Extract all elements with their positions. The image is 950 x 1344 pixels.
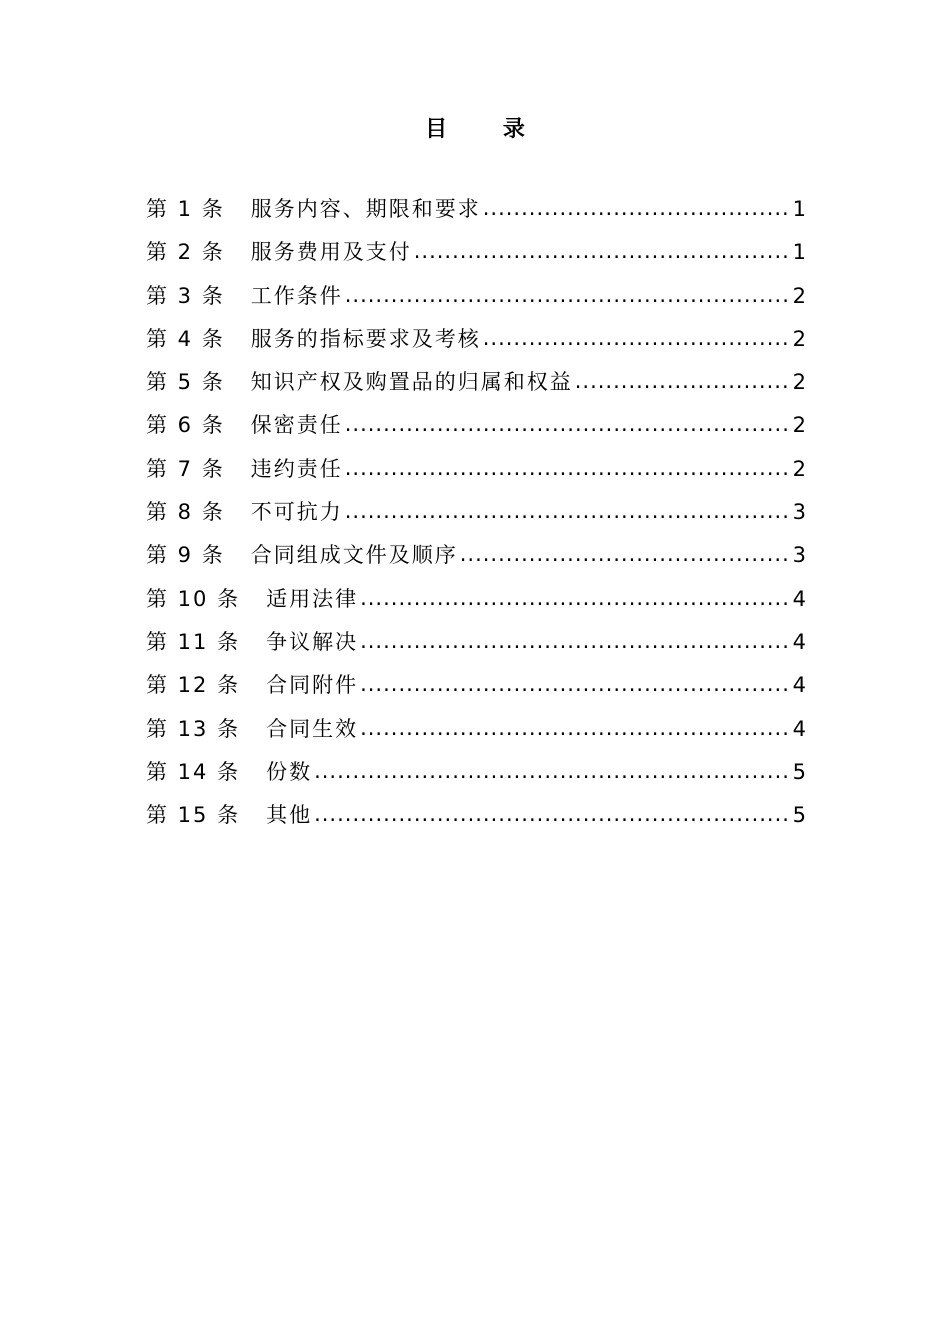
toc-entry-number: 第 5 条 — [146, 370, 225, 395]
toc-dot-leader — [483, 326, 791, 350]
toc-entry-page: 2 — [792, 413, 806, 438]
toc-entry-title: 知识产权及购置品的归属和权益 — [250, 370, 573, 395]
toc-entry-page: 4 — [792, 586, 806, 611]
toc-entry-page: 3 — [792, 500, 806, 525]
toc-entry[interactable] — [146, 539, 806, 582]
toc-entry-title: 服务费用及支付 — [250, 240, 412, 265]
toc-entry-title: 份数 — [266, 759, 313, 784]
toc-dot-leader — [460, 542, 791, 566]
toc-title: 目 录 — [425, 117, 549, 142]
toc-dot-leader — [314, 759, 791, 783]
toc-entry-number: 第 1 条 — [146, 197, 225, 221]
toc-entry-title: 其他 — [266, 803, 313, 828]
toc-entry-page: 2 — [792, 326, 806, 351]
toc-entry[interactable] — [146, 366, 806, 409]
toc-dot-leader — [360, 716, 791, 740]
toc-entry-number: 第 3 条 — [146, 283, 225, 308]
toc-entry-title: 合同组成文件及顺序 — [250, 543, 458, 568]
toc-entry-title: 争议解决 — [266, 629, 359, 654]
toc-entry-number: 第 15 条 — [146, 803, 241, 828]
toc-entry-number: 第 11 条 — [146, 629, 241, 654]
toc-entry-page: 1 — [792, 197, 806, 221]
toc-dot-leader — [345, 499, 791, 523]
toc-entry-title: 违约责任 — [250, 456, 343, 481]
toc-entry[interactable] — [146, 799, 806, 842]
toc-dot-leader — [345, 456, 791, 480]
toc-dot-leader — [483, 196, 791, 220]
toc-entry-page: 2 — [792, 456, 806, 481]
toc-dot-leader — [360, 586, 791, 610]
toc-entry[interactable] — [146, 280, 806, 323]
toc-entry[interactable] — [146, 496, 806, 539]
toc-entry-page: 2 — [792, 370, 806, 395]
toc-entry-title: 合同附件 — [266, 673, 359, 698]
toc-entry[interactable] — [146, 193, 806, 236]
toc-entry-title: 合同生效 — [266, 716, 359, 741]
toc-entry-title: 服务内容、期限和要求 — [250, 197, 481, 221]
toc-entry-page: 5 — [792, 759, 806, 784]
toc-list — [146, 193, 806, 842]
toc-entry-page: 4 — [792, 629, 806, 654]
toc-entry-number: 第 12 条 — [146, 673, 241, 698]
toc-dot-leader — [345, 283, 791, 307]
toc-entry[interactable] — [146, 669, 806, 712]
toc-entry-page: 1 — [792, 240, 806, 265]
toc-entry[interactable] — [146, 626, 806, 669]
toc-entry-number: 第 13 条 — [146, 716, 241, 741]
toc-entry-number: 第 8 条 — [146, 500, 225, 525]
toc-dot-leader — [575, 369, 791, 393]
toc-entry-title: 不可抗力 — [250, 500, 343, 525]
toc-entry-page: 2 — [792, 283, 806, 308]
toc-entry[interactable] — [146, 409, 806, 452]
toc-entry-number: 第 4 条 — [146, 326, 225, 351]
toc-dot-leader — [414, 239, 791, 263]
toc-entry-page: 5 — [792, 803, 806, 828]
toc-entry-number: 第 10 条 — [146, 586, 241, 611]
toc-dot-leader — [360, 629, 791, 653]
toc-entry-number: 第 6 条 — [146, 413, 225, 438]
toc-entry-number: 第 7 条 — [146, 456, 225, 481]
toc-entry-title: 保密责任 — [250, 413, 343, 438]
toc-entry-number: 第 9 条 — [146, 543, 225, 568]
toc-dot-leader — [345, 412, 791, 436]
toc-entry-title: 工作条件 — [250, 283, 343, 308]
toc-entry[interactable] — [146, 323, 806, 366]
toc-entry-page: 4 — [792, 716, 806, 741]
toc-entry[interactable] — [146, 583, 806, 626]
toc-entry-page: 3 — [792, 543, 806, 568]
toc-entry-title: 适用法律 — [266, 586, 359, 611]
toc-entry-page: 4 — [792, 673, 806, 698]
toc-entry-title: 服务的指标要求及考核 — [250, 326, 481, 351]
toc-entry-number: 第 14 条 — [146, 759, 241, 784]
toc-entry-number: 第 2 条 — [146, 240, 225, 265]
toc-entry[interactable] — [146, 236, 806, 279]
toc-dot-leader — [360, 672, 791, 696]
toc-dot-leader — [314, 802, 791, 826]
toc-entry[interactable] — [146, 453, 806, 496]
toc-entry[interactable] — [146, 713, 806, 756]
toc-entry[interactable] — [146, 756, 806, 799]
